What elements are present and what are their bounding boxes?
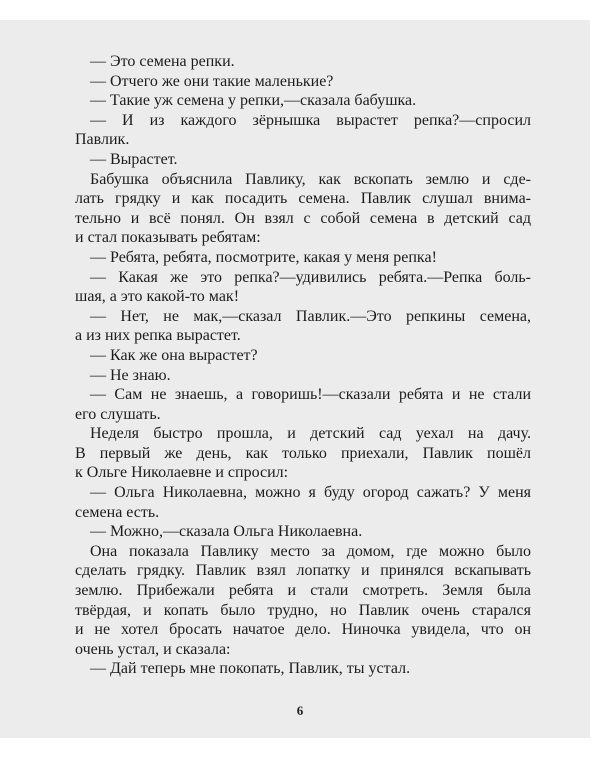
text-line: — Отчего же они такие маленькие? [90, 72, 334, 90]
text-line: землю. Прибежали ребята и стали смотреть. Земля была [75, 582, 531, 600]
text-line: Бабушка объяснила Павлику, как вскопать землю и сде- [90, 170, 531, 188]
text-line: — И из каждого зёрнышка вырастет репка?—спросил [90, 111, 531, 129]
text-line: — Это семена репки. [90, 53, 235, 70]
page-number: 6 [296, 703, 304, 718]
text-line: и стал показывать ребятам: [75, 229, 261, 247]
text-line: — Как же она вырастет? [90, 346, 258, 364]
text-line: его слушать. [75, 405, 161, 423]
text-line: семена есть. [75, 503, 160, 521]
text-line: — Можно,—сказала Ольга Николаевна. [90, 523, 363, 541]
text-line: к Ольге Николаевне и спросил: [75, 464, 289, 482]
text-line: — Такие уж семена у репки,—сказала бабушка. [90, 92, 417, 110]
text-line: Она показала Павлику место за домом, где можно было [90, 542, 531, 560]
text-line: лать грядку и как посадить семена. Павлик слушал внима- [75, 190, 531, 208]
text-line: шая, а это какой-то мак! [75, 288, 240, 306]
page-text [75, 52, 531, 679]
text-line: сделать грядку. Павлик взял лопатку и принялся вскапывать [75, 562, 531, 580]
text-line: — Сам не знаешь, а говоришь!—сказали ребята и не стали [90, 386, 531, 404]
text-line: В первый же день, как только приехали, Павлик пошёл [75, 444, 531, 462]
text-line: — Ребята, ребята, посмотрите, какая у меня репка! [90, 248, 437, 266]
text-line: тельно и всё понял. Он взял с собой семена в детский сад [75, 209, 531, 227]
text-line: — Не знаю. [90, 366, 171, 384]
text-line: — Вырастет. [90, 150, 178, 168]
text-line: а из них репка вырастет. [75, 327, 241, 345]
text-line: твёрдая, и копать было трудно, но Павлик очень старался [75, 601, 531, 619]
text-line: — Нет, не мак,—сказал Павлик.—Это репкины семена, [90, 307, 531, 325]
text-line: Павлик. [75, 131, 130, 149]
text-line: — Ольга Николаевна, можно я буду огород сажать? У меня [90, 484, 531, 502]
text-line: и не хотел бросать начатое дело. Ниночка увидела, что он [75, 621, 531, 639]
text-line: очень устал, и сказала: [75, 640, 231, 658]
text-line: Неделя быстро прошла, и детский сад уехал на дачу. [90, 425, 531, 443]
text-line: — Какая же это репка?—удивились ребята.—Репка боль- [90, 268, 531, 286]
text-line: — Дай теперь мне покопать, Павлик, ты устал. [90, 660, 411, 678]
